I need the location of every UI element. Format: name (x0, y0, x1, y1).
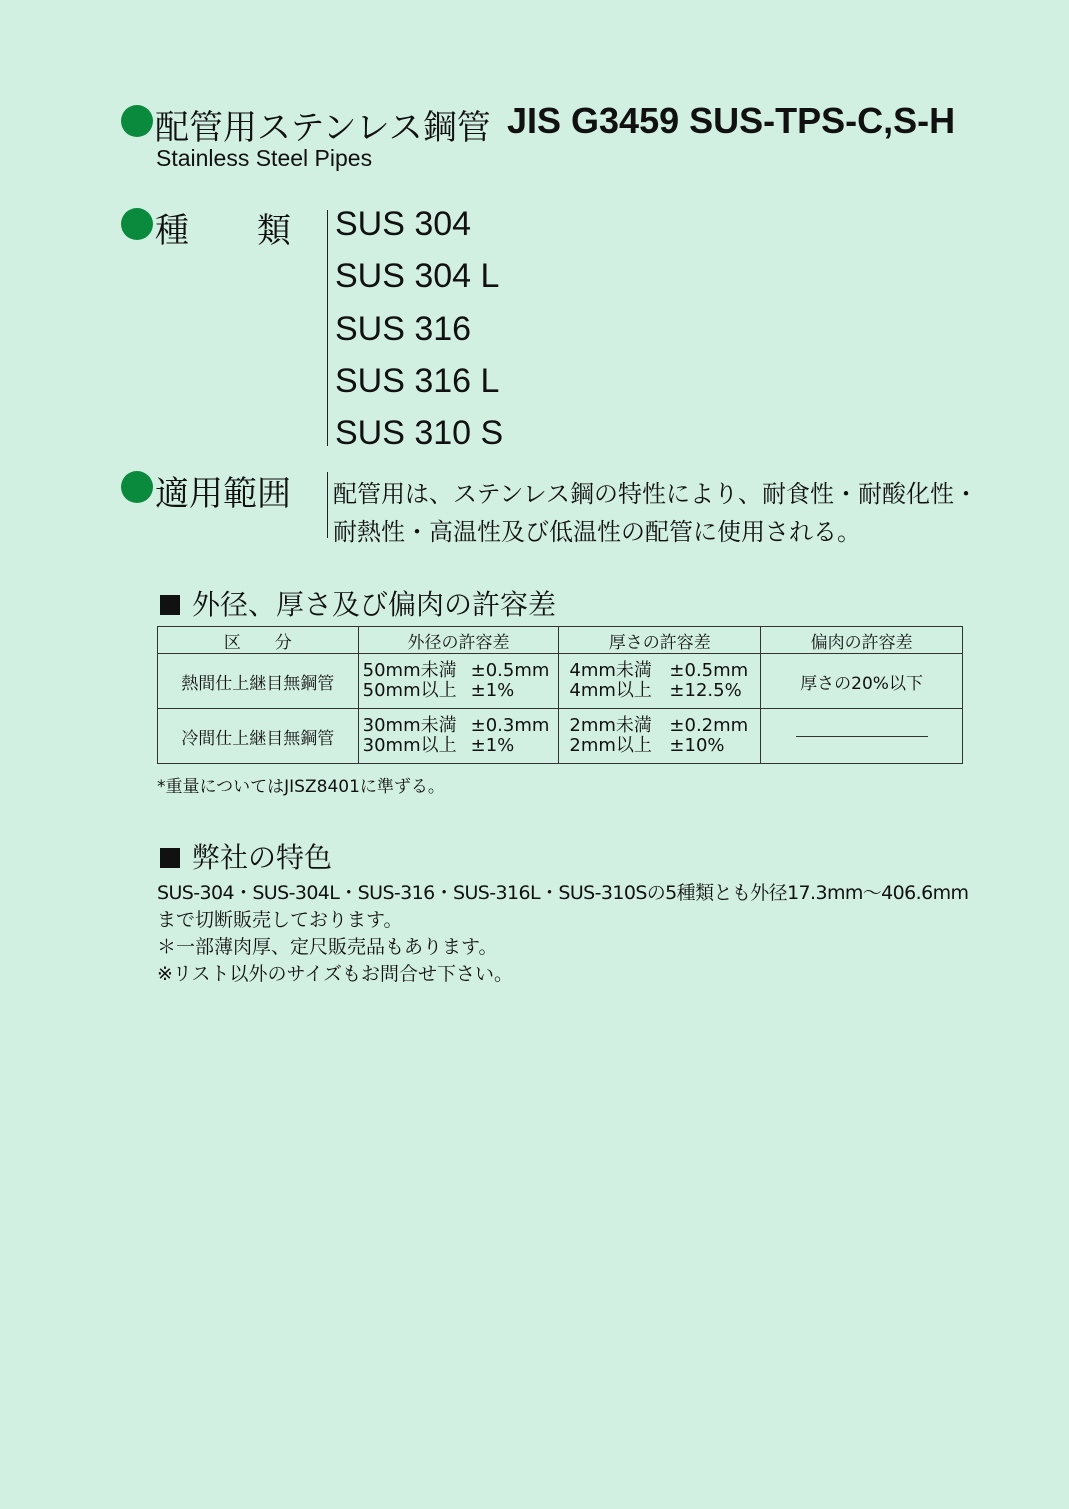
features-text-line: ＊一部薄肉厚、定尺販売品もあります。 (157, 936, 498, 958)
tolerance-heading (160, 583, 556, 623)
type-item: SUS 304 L (335, 257, 500, 295)
type-item: SUS 310 S (335, 414, 504, 452)
range-label: 50mm以上 (362, 680, 457, 701)
tolerance-value: ±1% (470, 735, 515, 756)
table-row (158, 654, 963, 709)
tolerance-table (157, 626, 963, 764)
range-label: 50mm未満 (362, 660, 457, 681)
type-item: SUS 316 (335, 310, 472, 348)
eccentricity-tolerance-cell (761, 709, 963, 764)
bullet-icon (121, 471, 153, 503)
features-text-line: ※リスト以外のサイズもお問合せ下さい。 (157, 963, 514, 985)
bullet-icon (121, 208, 153, 240)
column-header: 偏肉の許容差 (761, 627, 963, 654)
scope-text-line: 配管用は、ステンレス鋼の特性により、耐食性・耐酸化性・ (333, 480, 978, 508)
type-item: SUS 316 L (335, 362, 500, 400)
title-standard-code: JIS G3459 SUS-TPS-C,S-H (507, 100, 956, 141)
scope-text-line: 耐熱性・高温性及び低温性の配管に使用される。 (333, 518, 861, 546)
features-heading-text: 弊社の特色 (192, 841, 333, 874)
tolerance-value: ±0.3mm (470, 715, 550, 736)
tolerance-value: ±1% (470, 680, 515, 701)
column-header: 外径の許容差 (358, 627, 559, 654)
eccentricity-tolerance-cell: 厚さの20%以下 (761, 654, 963, 709)
thickness-tolerance-cell (559, 709, 761, 764)
tolerance-value: ±10% (669, 735, 725, 756)
thickness-tolerance-cell (559, 654, 761, 709)
table-header-row (158, 627, 963, 654)
empty-dash (796, 736, 928, 737)
pipe-type-cell: 冷間仕上継目無鋼管 (158, 709, 359, 764)
type-item: SUS 304 (335, 205, 472, 243)
table-row (158, 709, 963, 764)
range-label: 4mm以上 (569, 680, 652, 701)
square-bullet-icon (160, 595, 180, 615)
tolerance-heading-text: 外径、厚さ及び偏肉の許容差 (192, 588, 557, 621)
title-english: Stainless Steel Pipes (156, 145, 373, 171)
features-heading (160, 836, 332, 876)
title-japanese: 配管用ステンレス鋼管 (155, 108, 491, 148)
tolerance-value: ±0.5mm (669, 660, 749, 681)
tolerance-value: ±12.5% (669, 680, 742, 701)
tolerance-value: ±0.2mm (669, 715, 749, 736)
tolerance-value: ±0.5mm (470, 660, 550, 681)
scope-label: 適用範囲 (155, 474, 291, 514)
range-label: 30mm未満 (362, 715, 457, 736)
column-header: 区 分 (158, 627, 359, 654)
bullet-icon (121, 105, 153, 137)
types-divider (327, 210, 328, 446)
features-text-line: まで切断販売しております。 (157, 909, 403, 931)
range-label: 2mm以上 (569, 735, 652, 756)
range-label: 2mm未満 (569, 715, 652, 736)
od-tolerance-cell (358, 709, 559, 764)
types-label: 種 類 (155, 211, 291, 251)
square-bullet-icon (160, 848, 180, 868)
weight-note: *重量についてはJISZ8401に準ずる。 (157, 777, 445, 797)
range-label: 4mm未満 (569, 660, 652, 681)
od-tolerance-cell (358, 654, 559, 709)
pipe-type-cell: 熱間仕上継目無鋼管 (158, 654, 359, 709)
column-header: 厚さの許容差 (559, 627, 761, 654)
scope-divider (327, 472, 328, 538)
features-text-line: SUS-304・SUS-304L・SUS-316・SUS-316L・SUS-310Sの5種類とも外径17.3mm〜406.6mm (157, 882, 969, 904)
range-label: 30mm以上 (362, 735, 457, 756)
